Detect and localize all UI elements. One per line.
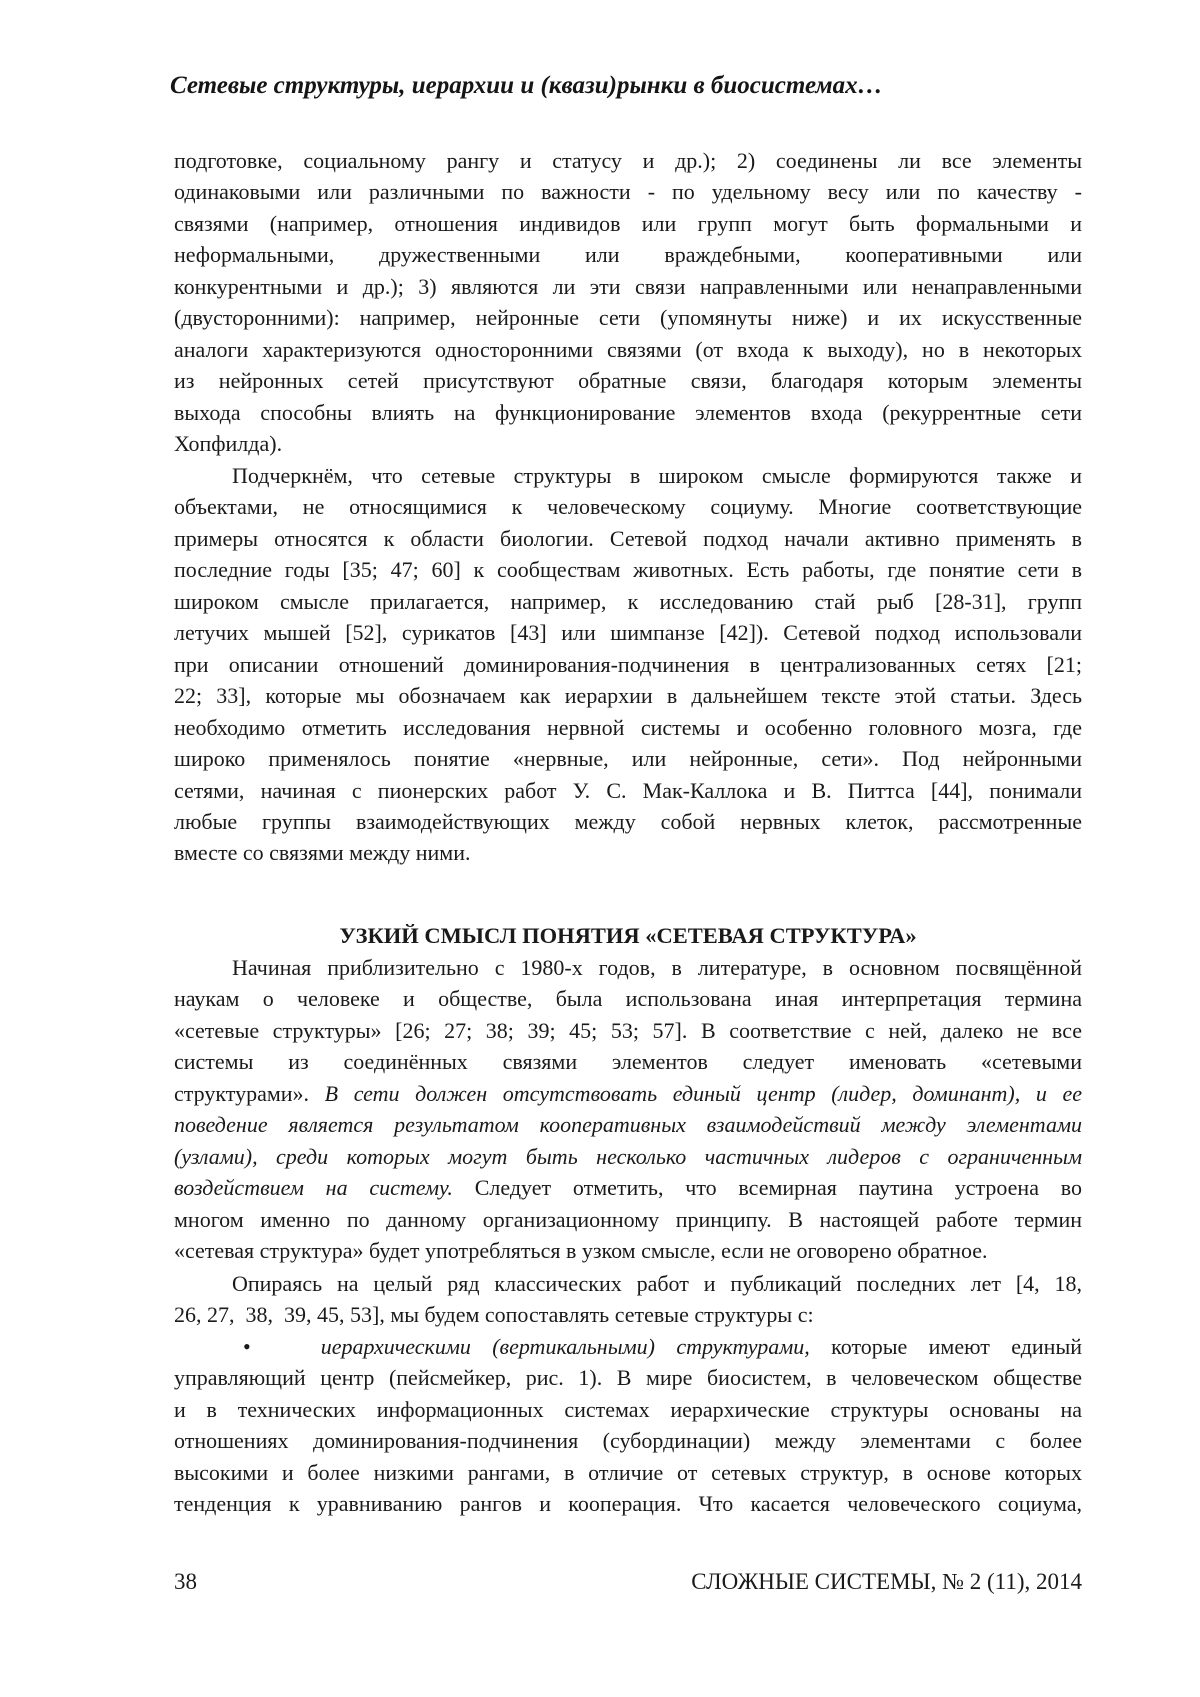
text-run: последние годы [35; 47; 60] к сообществам животных. Есть работы, где понятие сети в <box>174 557 1082 583</box>
text-run: • <box>243 1334 251 1359</box>
text-run: выхода способны влиять на функционирование элементов входа (рекуррентные сети <box>174 399 1082 425</box>
paragraph-p5 <box>174 1331 1082 1520</box>
paragraph-p1 <box>174 145 1082 460</box>
text-line <box>174 649 1082 680</box>
text-run: 22; 33], которые мы обозначаем как иерархии в дальнейшем тексте этой статьи. Здесь <box>174 683 1082 709</box>
text-run: необходимо отметить исследования нервной системы и особенно головного мозга, где <box>174 714 1082 740</box>
running-head: Сетевые структуры, иерархии и (квази)рынки в биосистемах… <box>170 72 883 99</box>
text-line <box>174 983 1082 1014</box>
text-run: высокими и более низкими рангами, в отличие от сетевых структур, в основе которых <box>174 1459 1082 1485</box>
text-run: вместе со связями между ними. <box>174 840 471 866</box>
text-line <box>174 1299 1082 1330</box>
text-line <box>174 460 1082 491</box>
text-run: примеры относятся к области биологии. Сетевой подход начали активно применять в <box>174 525 1082 551</box>
text-run: при описании отношений доминирования-подчинения в централизованных сетях [21; <box>174 651 1082 677</box>
emphasized-text-run: иерархическими (вертикальными) структурами, <box>320 1334 810 1359</box>
text-line <box>174 397 1082 428</box>
emphasized-text-run: поведение является результатом кооперативных взаимодействий между элементами <box>174 1112 1082 1138</box>
page-number: 38 <box>174 1569 197 1594</box>
text-run: подготовке, социальному рангу и статусу и др.); 2) соединены ли все элементы <box>174 148 1082 173</box>
journal-reference: СЛОЖНЫЕ СИСТЕМЫ, № 2 (11), 2014 <box>691 1569 1082 1594</box>
text-line <box>174 1457 1082 1488</box>
text-line <box>174 523 1082 554</box>
text-line <box>174 1046 1082 1077</box>
text-line <box>174 1141 1082 1172</box>
text-line <box>174 837 1082 868</box>
text-run: сетями, начиная с пионерских работ У. С. Мак-Каллока и В. Питтса [44], понимали <box>174 777 1082 803</box>
text-run: многом именно по данному организационному принципу. В настоящей работе термин <box>174 1206 1082 1232</box>
bullet-list-item-line <box>174 1331 1082 1362</box>
text-run: Следует отметить, что всемирная паутина устроена во <box>452 1175 1082 1201</box>
text-run: одинаковыми или различными по важности - по удельному весу или по качеству - <box>174 179 1082 205</box>
text-line <box>174 680 1082 711</box>
text-run: Хопфилда). <box>174 431 283 457</box>
text-line <box>174 1204 1082 1235</box>
text-line <box>174 1235 1082 1266</box>
text-line <box>174 1362 1082 1393</box>
text-line <box>174 428 1082 459</box>
text-line <box>174 145 1082 176</box>
text-line <box>174 1425 1082 1456</box>
text-run: управляющий центр (пейсмейкер, рис. 1). В мире биосистем, в человеческом обществе <box>174 1365 1082 1391</box>
emphasized-text-run: воздействием на систему. <box>174 1175 453 1201</box>
text-line <box>174 806 1082 837</box>
text-run: широко применялось понятие «нервные, или нейронные, сети». Под нейронными <box>174 746 1082 772</box>
text-run: структурами». <box>174 1080 325 1106</box>
text-run: неформальными, дружественными или враждебными, кооперативными или <box>174 242 1082 268</box>
text-line <box>174 1394 1082 1425</box>
text-line <box>174 1015 1082 1046</box>
text-line <box>174 775 1082 806</box>
emphasized-text-run: (узлами), среди которых могут быть несколько частичных лидеров с ограниченным <box>174 1143 1082 1169</box>
text-run: связями (например, отношения индивидов или групп могут быть формальными и <box>174 210 1082 236</box>
text-run: наукам о человеке и обществе, была использована иная интерпретация термина <box>174 986 1082 1012</box>
text-run: аналоги характеризуются односторонними связями (от входа к выходу), но в некоторых <box>174 336 1082 362</box>
text-run: (двусторонними): например, нейронные сети (упомянуты ниже) и их искусственные <box>174 305 1082 331</box>
text-line <box>174 712 1082 743</box>
text-run: из нейронных сетей присутствуют обратные связи, благодаря которым элементы <box>174 368 1082 394</box>
text-run: и в технических информационных системах иерархические структуры основаны на <box>174 1396 1082 1422</box>
section-heading: УЗКИЙ СМЫСЛ ПОНЯТИЯ «СЕТЕВАЯ СТРУКТУРА» <box>339 923 917 948</box>
text-line <box>174 1109 1082 1140</box>
text-line <box>174 617 1082 648</box>
paragraph-p2 <box>174 460 1082 869</box>
text-run: объектами, не относящимися к человеческому социуму. Многие соответствующие <box>174 494 1082 520</box>
text-line <box>174 554 1082 585</box>
text-run: системы из соединённых связями элементов следует именовать «сетевыми <box>174 1049 1082 1075</box>
text-line <box>174 491 1082 522</box>
emphasized-text-run: В сети должен отсутствовать единый центр (лидер, доминант), и ее <box>324 1080 1082 1106</box>
text-line <box>174 176 1082 207</box>
paragraph-p4 <box>174 1268 1082 1331</box>
text-run: любые группы взаимодействующих между собой нервных клеток, рассмотренные <box>174 808 1082 834</box>
text-line <box>174 1488 1082 1519</box>
text-line <box>174 952 1082 983</box>
text-line <box>174 743 1082 774</box>
text-line <box>174 239 1082 270</box>
text-run: которые имеют единый <box>809 1334 1083 1359</box>
text-run: «сетевые структуры» [26; 27; 38; 39; 45; 53; 57]. В соответствие с ней, далеко не все <box>174 1017 1082 1043</box>
text-line <box>174 334 1082 365</box>
text-run: летучих мышей [52], сурикатов [43] или шимпанзе [42]). Сетевой подход использовали <box>174 620 1082 646</box>
text-line <box>174 586 1082 617</box>
page-footer <box>174 1566 1082 1597</box>
text-line <box>174 1268 1082 1299</box>
text-run: «сетевая структура» будет употребляться в узком смысле, если не оговорено обратное. <box>174 1238 988 1264</box>
text-run: отношениях доминирования-подчинения (субординации) между элементами с более <box>174 1428 1082 1454</box>
text-line <box>174 271 1082 302</box>
text-run: Подчеркнём, что сетевые структуры в широком смысле формируются также и <box>232 463 1082 488</box>
text-line <box>174 208 1082 239</box>
text-line <box>174 1172 1082 1203</box>
text-run: Начиная приблизительно с 1980-х годов, в литературе, в основном посвящённой <box>232 955 1082 980</box>
text-run: тенденция к уравниванию рангов и кооперация. Что касается человеческого социума, <box>174 1491 1082 1517</box>
text-run: конкурентными и др.); 3) являются ли эти связи направленными или ненаправленными <box>174 273 1082 299</box>
text-line <box>174 365 1082 396</box>
text-run: 26, 27, 38, 39, 45, 53], мы будем сопоставлять сетевые структуры с: <box>174 1302 814 1328</box>
paragraph-p3 <box>174 952 1082 1267</box>
text-line <box>174 302 1082 333</box>
text-run: Опираясь на целый ряд классических работ и публикаций последних лет [4, 18, <box>232 1271 1082 1296</box>
text-run: широком смысле прилагается, например, к исследованию стай рыб [28-31], групп <box>174 588 1082 614</box>
text-line <box>174 1078 1082 1109</box>
